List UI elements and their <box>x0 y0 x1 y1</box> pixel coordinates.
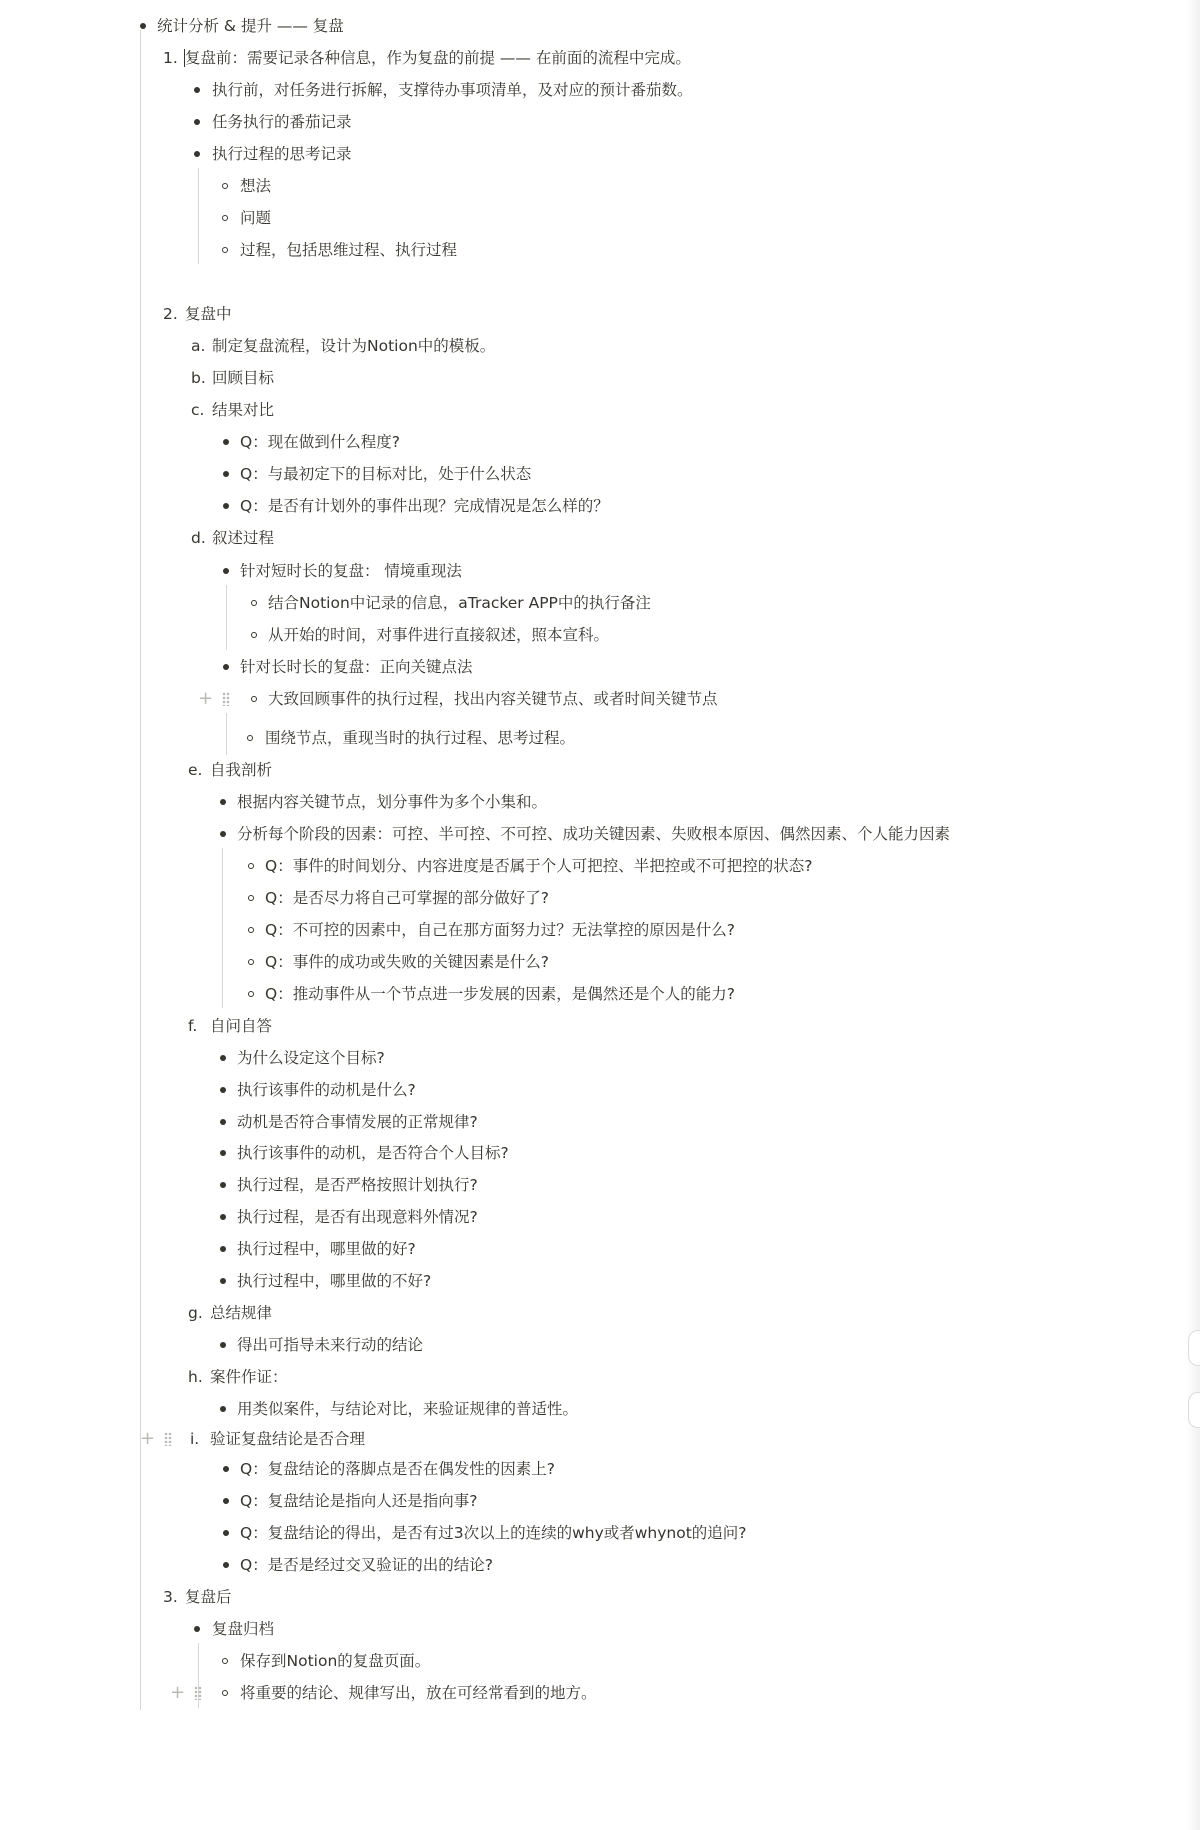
list-number: 2. <box>163 305 178 323</box>
bullet-disc-icon <box>220 1265 228 1297</box>
list-item[interactable] <box>0 234 1180 266</box>
list-item-text: 复盘归档 <box>212 1620 275 1638</box>
bullet-disc-icon <box>194 138 202 170</box>
bullet-disc-icon <box>223 426 231 458</box>
list-item-text: 叙述过程 <box>212 529 275 547</box>
bullet-circle-icon <box>222 1645 230 1677</box>
bullet-disc-icon <box>223 651 231 683</box>
list-item[interactable] <box>0 1106 1180 1138</box>
list-item[interactable] <box>0 1453 1180 1485</box>
list-number: f. <box>188 1017 198 1035</box>
list-item-text: 结合Notion中记录的信息，aTracker APP中的执行备注 <box>268 594 651 612</box>
list-item-text: Q：现在做到什么程度? <box>240 433 400 451</box>
list-item[interactable] <box>0 555 1180 587</box>
list-item-text: 自我剖析 <box>210 761 273 779</box>
bullet-disc-icon <box>220 1201 228 1233</box>
list-number: c. <box>191 401 205 419</box>
list-item[interactable] <box>0 1265 1180 1297</box>
list-item[interactable] <box>0 850 1180 882</box>
bullet-disc-icon <box>220 1074 228 1106</box>
list-item-text: 动机是否符合事情发展的正常规律? <box>237 1113 478 1131</box>
list-item-text: 制定复盘流程，设计为Notion中的模板。 <box>212 337 496 355</box>
bullet-disc-icon <box>220 818 228 850</box>
list-item-text: 将重要的结论、规律写出，放在可经常看到的地方。 <box>240 1684 597 1702</box>
list-number: d. <box>191 529 206 547</box>
list-item-text: Q：事件的成功或失败的关键因素是什么? <box>265 953 549 971</box>
list-item-text: 执行过程，是否有出现意料外情况? <box>237 1208 478 1226</box>
list-item[interactable] <box>0 651 1180 683</box>
list-item-text: 得出可指导未来行动的结论 <box>237 1336 424 1354</box>
list-item[interactable] <box>0 619 1180 651</box>
list-item-text: 问题 <box>240 209 272 227</box>
list-item[interactable] <box>0 1074 1180 1106</box>
bullet-circle-icon <box>251 587 259 619</box>
list-item[interactable] <box>0 786 1180 818</box>
add-block-icon[interactable]: + <box>198 688 214 709</box>
bullet-disc-icon <box>220 786 228 818</box>
list-item-text: Q：事件的时间划分、内容进度是否属于个人可把控、半把控或不可把控的状态? <box>265 857 813 875</box>
list-item[interactable] <box>0 42 1180 74</box>
bullet-disc-icon <box>220 1329 228 1361</box>
bullet-circle-icon <box>248 914 256 946</box>
list-item-text: 从开始的时间，对事件进行直接叙述，照本宣科。 <box>268 626 610 644</box>
list-item[interactable] <box>0 1485 1180 1517</box>
list-item[interactable] <box>0 1010 1180 1042</box>
list-item[interactable] <box>0 74 1180 106</box>
list-item[interactable] <box>0 330 1180 362</box>
list-item[interactable] <box>0 1393 1180 1425</box>
bullet-disc-icon <box>223 458 231 490</box>
list-item[interactable] <box>0 522 1180 554</box>
add-block-icon[interactable]: + <box>140 1428 156 1449</box>
list-item-text: 过程，包括思维过程、执行过程 <box>240 241 458 259</box>
list-item[interactable] <box>0 1613 1180 1645</box>
bullet-circle-icon <box>251 683 259 715</box>
list-item-text: Q：复盘结论是指向人还是指向事? <box>240 1492 478 1510</box>
side-scroll-button[interactable] <box>1188 1392 1200 1428</box>
bullet-disc-icon <box>220 1042 228 1074</box>
bullet-disc-icon <box>220 1233 228 1265</box>
list-item[interactable] <box>0 722 1180 754</box>
bullet-disc-icon <box>140 10 148 42</box>
list-number: 1. <box>163 49 178 67</box>
bullet-circle-icon <box>251 619 259 651</box>
bullet-disc-icon <box>220 1169 228 1201</box>
list-item-text: 想法 <box>240 177 272 195</box>
list-item-text: 大致回顾事件的执行过程，找出内容关键节点、或者时间关键节点 <box>268 690 718 708</box>
list-item-text: 执行过程中，哪里做的好? <box>237 1240 416 1258</box>
list-item[interactable] <box>0 1361 1180 1393</box>
bullet-disc-icon <box>220 1393 228 1425</box>
list-item[interactable] <box>0 683 1180 715</box>
list-item[interactable] <box>0 138 1180 170</box>
list-item-text: 自问自答 <box>210 1017 273 1035</box>
bullet-disc-icon <box>220 1106 228 1138</box>
bullet-circle-icon <box>247 722 255 754</box>
list-item-text: 针对短时长的复盘： 情境重现法 <box>240 562 462 580</box>
add-block-icon[interactable]: + <box>170 1682 186 1703</box>
list-item[interactable] <box>0 914 1180 946</box>
list-item-text: 执行过程的思考记录 <box>212 145 352 163</box>
bullet-disc-icon <box>194 106 202 138</box>
list-item[interactable] <box>0 202 1180 234</box>
bullet-disc-icon <box>194 1613 202 1645</box>
list-item[interactable] <box>0 1169 1180 1201</box>
bullet-circle-icon <box>222 1677 230 1709</box>
list-item[interactable] <box>0 10 1180 42</box>
bullet-disc-icon <box>223 490 231 522</box>
side-scroll-button[interactable] <box>1188 1330 1200 1366</box>
list-number: b. <box>191 369 206 387</box>
list-item-text: Q：复盘结论的落脚点是否在偶发性的因素上? <box>240 1460 555 1478</box>
list-item[interactable] <box>0 587 1180 619</box>
list-item[interactable] <box>0 1645 1180 1677</box>
list-item-text: 执行前，对任务进行拆解，支撑待办事项清单，及对应的预计番茄数。 <box>212 81 693 99</box>
list-item-text: 执行该事件的动机是什么? <box>237 1081 416 1099</box>
list-item-text: 复盘后 <box>185 1588 232 1606</box>
list-item-text: 复盘中 <box>185 305 232 323</box>
list-item-text: 执行过程中，哪里做的不好? <box>237 1272 432 1290</box>
list-item-text: 执行过程，是否严格按照计划执行? <box>237 1176 478 1194</box>
bullet-disc-icon <box>194 74 202 106</box>
list-item-text: 案件作证： <box>210 1368 288 1386</box>
list-item[interactable] <box>0 1137 1180 1169</box>
bullet-disc-icon <box>223 1549 231 1581</box>
list-item[interactable] <box>0 882 1180 914</box>
list-item-text: 任务执行的番茄记录 <box>212 113 352 131</box>
bullet-circle-icon <box>248 850 256 882</box>
list-item-text: 总结规律 <box>210 1304 273 1322</box>
list-item-text: 针对长时长的复盘：正向关键点法 <box>240 658 473 676</box>
list-item-text: 回顾目标 <box>212 369 275 387</box>
list-item-text: Q：复盘结论的得出，是否有过3次以上的连续的why或者whynot的追问? <box>240 1524 747 1542</box>
list-item-text: 保存到Notion的复盘页面。 <box>240 1652 431 1670</box>
bullet-circle-icon <box>248 946 256 978</box>
bullet-circle-icon <box>222 202 230 234</box>
bullet-circle-icon <box>248 882 256 914</box>
list-item[interactable] <box>0 818 1180 850</box>
list-item[interactable] <box>0 106 1180 138</box>
bullet-disc-icon <box>223 1485 231 1517</box>
bullet-circle-icon <box>222 170 230 202</box>
list-item[interactable] <box>0 490 1180 522</box>
list-number: 3. <box>163 1588 178 1606</box>
list-item[interactable] <box>0 1423 1180 1455</box>
list-item[interactable] <box>0 1329 1180 1361</box>
list-item[interactable] <box>0 362 1180 394</box>
bullet-circle-icon <box>222 234 230 266</box>
list-item[interactable] <box>0 754 1180 786</box>
list-item-text: Q：推动事件从一个节点进一步发展的因素，是偶然还是个人的能力? <box>265 985 735 1003</box>
list-item[interactable] <box>0 298 1180 330</box>
list-item-text: 执行该事件的动机，是否符合个人目标? <box>237 1144 509 1162</box>
list-item[interactable] <box>0 1517 1180 1549</box>
list-item[interactable] <box>0 978 1180 1010</box>
list-item-text: Q：与最初定下的目标对比，处于什么状态 <box>240 465 532 483</box>
list-item-text: 结果对比 <box>212 401 275 419</box>
list-item[interactable] <box>0 1581 1180 1613</box>
list-item-text: 围绕节点，重现当时的执行过程、思考过程。 <box>265 729 576 747</box>
list-item[interactable] <box>0 1297 1180 1329</box>
list-item-text: 验证复盘结论是否合理 <box>210 1430 366 1448</box>
list-number: i. <box>190 1430 200 1448</box>
list-item[interactable] <box>0 1549 1180 1581</box>
bullet-disc-icon <box>223 1517 231 1549</box>
list-number: h. <box>188 1368 203 1386</box>
bullet-disc-icon <box>223 1453 231 1485</box>
list-item-text: 统计分析 & 提升 —— 复盘 <box>157 17 344 35</box>
list-item-text: 用类似案件，与结论对比，来验证规律的普适性。 <box>237 1400 579 1418</box>
list-item[interactable] <box>0 458 1180 490</box>
list-item[interactable] <box>0 1677 1180 1709</box>
bullet-disc-icon <box>223 555 231 587</box>
list-number: a. <box>191 337 206 355</box>
list-item[interactable] <box>0 1042 1180 1074</box>
list-item-text: Q：是否尽力将自己可掌握的部分做好了? <box>265 889 549 907</box>
list-item[interactable] <box>0 1233 1180 1265</box>
list-item[interactable] <box>0 394 1180 426</box>
list-number: e. <box>188 761 203 779</box>
list-item[interactable] <box>0 426 1180 458</box>
list-item[interactable] <box>0 1201 1180 1233</box>
bullet-circle-icon <box>248 978 256 1010</box>
page-edge <box>1186 0 1200 1830</box>
list-number: g. <box>188 1304 203 1322</box>
list-item[interactable] <box>0 946 1180 978</box>
list-item-text: Q：是否是经过交叉验证的出的结论? <box>240 1556 493 1574</box>
list-item-text: 为什么设定这个目标? <box>237 1049 385 1067</box>
list-item-text: 复盘前：需要记录各种信息，作为复盘的前提 —— 在前面的流程中完成。 <box>185 49 691 67</box>
list-item-text: 分析每个阶段的因素：可控、半可控、不可控、成功关键因素、失败根本原因、偶然因素、个人能力因素 <box>237 825 951 843</box>
list-item-text: 根据内容关键节点，划分事件为多个小集和。 <box>237 793 548 811</box>
bullet-disc-icon <box>220 1137 228 1169</box>
list-item-text: Q：不可控的因素中，自己在那方面努力过？无法掌控的原因是什么? <box>265 921 735 939</box>
list-item[interactable] <box>0 170 1180 202</box>
list-item-text: Q：是否有计划外的事件出现？完成情况是怎么样的？ <box>240 497 609 515</box>
